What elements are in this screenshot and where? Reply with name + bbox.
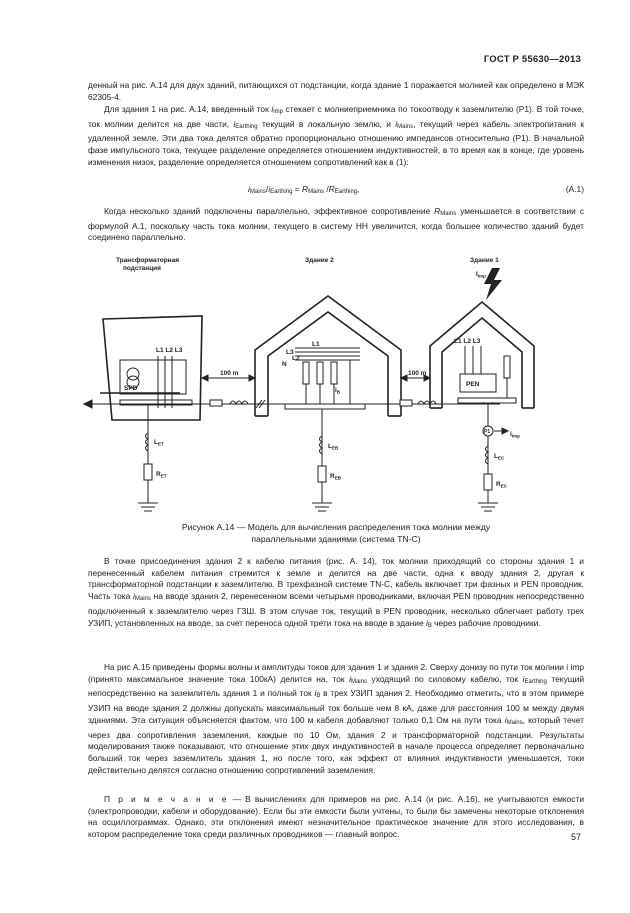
paragraph-1: денный на рис. А.14 для двух зданий, питающихся от подстанции, когда здание 1 поражается молнией как определено в МЭК 62305-4. <box>88 80 584 102</box>
label-p1: P1 <box>484 429 491 435</box>
label-substation-1: Трансформаторная <box>116 257 180 264</box>
paragraph-4: В точке присоединения здания 2 к кабелю питания (рис. А. 14), ток молнии приходящий со стороны здания 1 и перенесенный кабелем питания стремится к земле и делится на две части, одна к вводу здания 2, другая к трансформаторной подстанции к заземлителю. В трехфазной системе TN-С, кабель включает три фазных и PEN проводник. Часть тока $i_{Mains}$ на вводе здания 2, перенесенном всеми четырьмя проводниками, включая PEN проводник непосредственно подключенный к заземлителю через ГЗШ. В этом случае ток, текущий в PEN проводник, несколько облегчает работу трех УЗИП, установленных на вводе, за счет переноса одной трети тока на вводе в здание $i_B$ через рабочие проводники. <box>88 556 584 629</box>
page-number: 57 <box>570 832 581 842</box>
label-substation-2: подстанция <box>123 265 161 272</box>
label-building-2: Здание 2 <box>305 257 334 264</box>
figure-a14-diagram <box>70 248 560 516</box>
label-iimp-2: $i_{imp}$ <box>510 431 520 439</box>
note-label: П р и м е ч а н и е <box>104 794 229 804</box>
label-l123-building1: L1 L2 L3 <box>454 338 481 345</box>
label-let: $L_{ET}$ <box>154 439 164 447</box>
label-rec: $R_{EC}$ <box>496 481 507 489</box>
caption-line-2: параллельными зданиями (система TN-С) <box>251 534 421 544</box>
label-l3: L3 <box>286 349 294 356</box>
paragraph-2: Для здания 1 на рис. А.14, введенный ток $i_{imp}$ стекает с молниеприемника по токоотводу к заземлителю (Р1). В той точке, ток молнии делится на две части, $i_{Earthing}$ текущий в локальную землю, и $i_{Mains}$, текущий через кабель электропитания к удаленной земле. Эти два тока делятся обратно пропорционально отношению импедансов относительно (Р1). В начальной фазе импульсного тока, текущее разделение определяется отношением индуктивностей, в то время как в конце, где уровень изменения низок, разделение определяется отношением сопротивлений как в (1): <box>88 104 585 167</box>
label-spd: SPD <box>124 385 138 392</box>
label-ib: $i_B$ <box>335 387 341 395</box>
label-distance-2: 100 m <box>408 370 427 377</box>
label-ret: $R_{ET}$ <box>156 471 167 479</box>
note <box>88 794 584 841</box>
caption-line-1: Рисунок А.14 — Модель для вычисления распределения тока молнии между <box>181 522 491 532</box>
formula-expression: $i_{Mains}/i_{Earthing} = R_{Mains}$ $/R_{Earthing}$, <box>248 184 360 195</box>
label-reb: $R_{EB}$ <box>330 473 341 481</box>
label-iimp: $I_{imp}$ <box>476 271 486 279</box>
note-text: — В вычислениях для примеров на рис. А.14 (и рис. А.16), не учитываются емкости (электропроводки, кабели и оборудование). Если бы эти емкости были учтены, то были бы замечены некоторые отклонения на осциллограммах. Однако, эти отклонения имеют незначительное практическое значение для этого исследования, в котором распределение тока среди различных проводников — главный вопрос. <box>88 794 584 840</box>
label-l1: L1 <box>312 341 320 348</box>
paragraph-5: На рис А.15 приведены формы волны и амплитуды токов для здания 1 и здания 2. Сверху донизу по пути ток молнии i imp (принято максимальное значение тока 100кА) делится на, ток $i_{Mains}$ уходящий по силовому кабелю, ток $i_{Earthing}$ текущий непосредственно на заземлитель здания 1 и полный ток $i_B$ в трех УЗИП здания 2. Необходимо отметить, что в этом примере УЗИП на вводе здания 2 должны допускать максимальный ток больше чем 8 кА, даже для расстояния 100 м между двумя зданиями. Эта ситуация объясняется фактом, что 100 м кабеля добавляют только 0,1 Ом на пути тока $i_{Mains}$, который течет через два сопротивления заземления, каждые по 10 Ом, здания 2 и трансформаторной подстанции. Результаты моделирования также показывают, что отношение этих двух индуктивностей в начале процесса определяет первоначально больший ток через заземлитель здания 1, но после того, как эффект от влияния индуктивности уменьшается, токи действительно делятся согласно отношению сопротивлений заземления. <box>88 662 585 775</box>
label-l123-substation: L1 L2 L3 <box>156 347 183 354</box>
figure-caption <box>88 521 584 545</box>
label-leb: $L_{EB}$ <box>328 443 339 451</box>
formula-number: (А.1) <box>565 184 584 194</box>
label-n: N <box>282 361 287 368</box>
label-distance-1: 100 m <box>220 370 239 377</box>
formula-a1 <box>88 184 584 196</box>
label-pen: PEN <box>466 381 480 388</box>
label-l2: L2 <box>292 355 300 362</box>
standard-header: ГОСТ Р 55630—2013 <box>483 54 581 65</box>
paragraph-3: Когда несколько зданий подключены параллельно, эффективное сопротивление $R_{Mains}$ уменьшается в соответствии с формулой А.1, поскольку часть тока молнии, текущего в систему НН увеличится, когда большее количество зданий будет соединено параллельно. <box>88 206 585 243</box>
label-lec: $L_{EC}$ <box>494 453 505 461</box>
label-building-1: Здание 1 <box>470 257 499 264</box>
